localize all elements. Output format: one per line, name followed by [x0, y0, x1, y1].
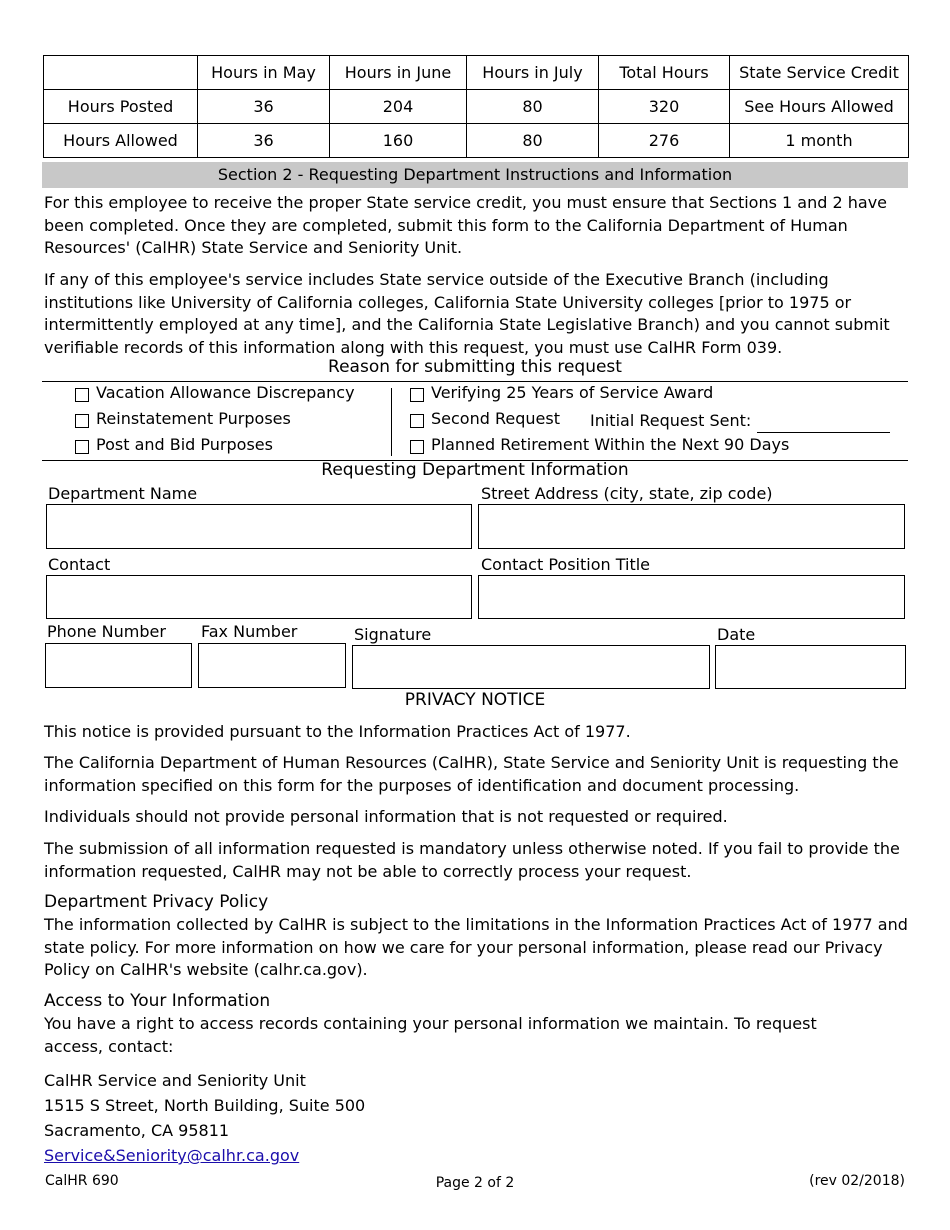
column-header: State Service Credit — [730, 56, 909, 90]
dept-info-title: Requesting Department Information — [321, 460, 629, 480]
planned-retirement-label: Planned Retirement Within the Next 90 Days — [431, 435, 790, 454]
table-cell: Hours Posted — [44, 90, 198, 124]
reasons-title: Reason for submitting this request — [328, 357, 622, 377]
contact-field[interactable] — [46, 575, 472, 619]
section-2-para-1: For this employee to receive the proper State service credit, you must ensure that Sections 1 and 2 have been completed. Once they are completed, submit this form to the California Department of Human Resources' (CalHR) State Service and Seniority Unit. — [44, 193, 888, 257]
email-link[interactable]: Service&Seniority@calhr.ca.gov — [44, 1146, 300, 1165]
privacy-notice-title: PRIVACY NOTICE — [404, 690, 546, 710]
phone-number-label: Phone Number — [47, 622, 166, 641]
privacy-para-4: The submission of all information requested is mandatory unless otherwise noted. If you fail to provide the information requested, CalHR may not be able to correctly process your request. — [44, 839, 900, 881]
table-cell: 1 month — [730, 124, 909, 158]
table-cell: 80 — [467, 90, 599, 124]
section-2-title: Section 2 - Requesting Department Instructions and Information — [42, 162, 908, 188]
table-cell: 36 — [198, 90, 330, 124]
table-cell: 160 — [330, 124, 467, 158]
hours-table — [43, 55, 909, 158]
initial-request-sent-label: Initial Request Sent: — [590, 411, 752, 430]
table-cell: 320 — [599, 90, 730, 124]
contact-line-2: 1515 S Street, North Building, Suite 500 — [44, 1096, 366, 1115]
vacation-allowance-label: Vacation Allowance Discrepancy — [96, 383, 355, 402]
table-cell: Hours Allowed — [44, 124, 198, 158]
contact-position-title-field[interactable] — [478, 575, 905, 619]
form-id: CalHR 690 — [45, 1173, 119, 1189]
section-2-para-2: If any of this employee's service includes State service outside of the Executive Branch (including institutions like University of California colleges, California State University colleges [prior to 1975 or intermittently employed at any time], and the California State Legislative Branch) and you cannot submit verifiable records of this information along with this request, you must use CalHR Form 039. — [44, 270, 890, 357]
privacy-policy-heading: Department Privacy Policy — [44, 892, 269, 912]
signature-field[interactable] — [352, 645, 710, 689]
privacy-para-1: This notice is provided pursuant to the Information Practices Act of 1977. — [44, 722, 631, 741]
department-name-field[interactable] — [46, 504, 472, 549]
table-row — [44, 124, 909, 158]
revision-date: (rev 02/2018) — [809, 1173, 905, 1189]
table-header-row — [44, 56, 909, 90]
column-header: Hours in June — [330, 56, 467, 90]
privacy-policy-text: The information collected by CalHR is subject to the limitations in the Information Practices Act of 1977 and state policy. For more information on how we care for your personal information, please read our Privacy Policy on CalHR's website (calhr.ca.gov). — [44, 915, 908, 979]
phone-number-field[interactable] — [45, 643, 192, 688]
reinstatement-label: Reinstatement Purposes — [96, 409, 291, 428]
contact-position-title-label: Contact Position Title — [481, 555, 651, 574]
verifying-25-years-checkbox[interactable] — [410, 388, 424, 402]
planned-retirement-checkbox[interactable] — [410, 440, 424, 454]
table-row — [44, 90, 909, 124]
column-header: Hours in May — [198, 56, 330, 90]
street-address-label: Street Address (city, state, zip code) — [481, 484, 773, 503]
contact-line-1: CalHR Service and Seniority Unit — [44, 1071, 306, 1090]
table-cell: 80 — [467, 124, 599, 158]
contact-label: Contact — [48, 555, 111, 574]
divider — [391, 388, 392, 456]
divider — [42, 381, 908, 382]
table-cell: See Hours Allowed — [730, 90, 909, 124]
privacy-para-2: The California Department of Human Resources (CalHR), State Service and Seniority Unit is requesting the information specified on this form for the purposes of identification and document processing. — [44, 753, 899, 795]
second-request-checkbox[interactable] — [410, 414, 424, 428]
post-and-bid-label: Post and Bid Purposes — [96, 435, 273, 454]
access-heading: Access to Your Information — [44, 991, 271, 1011]
second-request-label: Second Request — [431, 409, 560, 428]
access-text: You have a right to access records containing your personal information we maintain. To request access, contact: — [44, 1014, 817, 1056]
initial-request-sent-field[interactable] — [757, 432, 890, 433]
column-header: Total Hours — [599, 56, 730, 90]
verifying-25-years-label: Verifying 25 Years of Service Award — [431, 383, 714, 402]
fax-number-label: Fax Number — [201, 622, 298, 641]
reinstatement-checkbox[interactable] — [75, 414, 89, 428]
street-address-field[interactable] — [478, 504, 905, 549]
department-name-label: Department Name — [48, 484, 198, 503]
table-cell: 204 — [330, 90, 467, 124]
signature-label: Signature — [354, 625, 432, 644]
contact-line-3: Sacramento, CA 95811 — [44, 1121, 230, 1140]
fax-number-field[interactable] — [198, 643, 346, 688]
page-number: Page 2 of 2 — [435, 1175, 515, 1191]
table-cell: 36 — [198, 124, 330, 158]
date-field[interactable] — [715, 645, 906, 689]
post-and-bid-checkbox[interactable] — [75, 440, 89, 454]
privacy-para-3: Individuals should not provide personal information that is not requested or required. — [44, 807, 728, 826]
column-header: Hours in July — [467, 56, 599, 90]
column-header — [44, 56, 198, 90]
vacation-allowance-checkbox[interactable] — [75, 388, 89, 402]
date-label: Date — [717, 625, 756, 644]
table-cell: 276 — [599, 124, 730, 158]
